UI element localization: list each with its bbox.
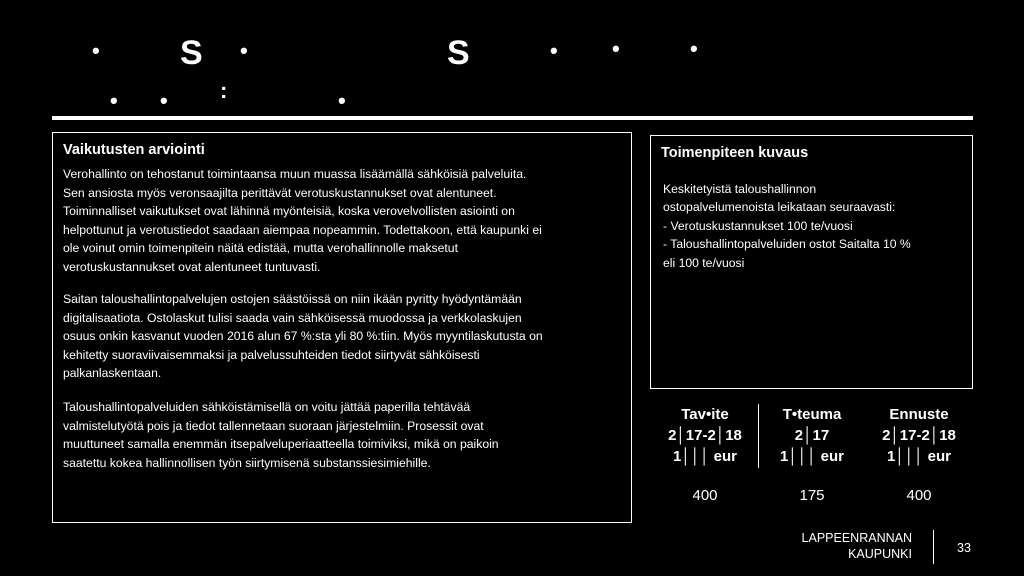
stat-header: T•teuma 2│17 1│││ eur	[780, 406, 844, 465]
stat-header: Ennuste 2│17-2│18 1│││ eur	[882, 406, 956, 465]
title-glyph-dot: :	[220, 78, 228, 103]
stats-panel	[650, 404, 973, 514]
impact-heading: Vaikutusten arviointi	[63, 142, 205, 158]
title-glyph-dot: •	[92, 38, 100, 63]
page-number: 33	[957, 541, 971, 555]
stat-value: 175	[799, 487, 825, 504]
title-glyph-dot: •	[240, 38, 248, 63]
title-glyph-dot: •	[550, 38, 558, 63]
impact-paragraph-2: Saitan taloushallintopalvelujen ostojen säästöissä on niin ikään pyritty hyödyntämään digitalisaatiota. Ostolaskut tulisi saada vain sähköisessä muodossa ja verkkolaskujen osuus onkin kasvanut vuoden 2016 alun 67 %:sta yli 80 %:tiin. Myös myyntilaskutusta on kehitetty suoraviivaisemmaksi ja palvelussuhteiden tiedot siirtyvät sähköisesti palkanlaskentaan.	[63, 292, 543, 381]
page-title	[88, 30, 988, 113]
title-glyph-dot: •	[690, 36, 698, 61]
stat-value: 400	[692, 487, 718, 504]
title-glyph-dot: •	[160, 88, 168, 113]
stat-target	[655, 404, 755, 504]
footer-city-name: LAPPEENRANNAN KAUPUNKI	[801, 531, 912, 561]
measure-box	[650, 135, 973, 389]
stat-divider	[758, 404, 759, 468]
title-glyph-dot: •	[612, 36, 620, 61]
impact-paragraph-1: Verohallinto on tehostanut toimintaansa muun muassa lisäämällä sähköisiä palveluita. Sen ansiosta myös veronsaajilta perittävät verotuskustannukset ovat alentuneet. Toiminnalliset vaikutukset ovat lähinnä myönteisiä, koska verovelvollisten asiointi on helpottunut ja verotustiedot saadaan aiempaa nopeammin. Todettakoon, että kaupunki ei ole voinut omin toimenpitein näitä edistää, mutta verohallinnolle maksetut verotuskustannukset ovat alentuneet tuntuvasti.	[63, 167, 542, 274]
title-glyph-dot: •	[338, 88, 346, 113]
measure-text: Keskitetyistä taloushallinnon ostopalvelumenoista leikataan seuraavasti: - Verotuskustannukset 100 te/vuosi - Taloushallintopalveluiden ostot Saitalta 10 % eli 100 te/vuosi	[663, 182, 911, 270]
title-glyph: S	[447, 34, 470, 72]
stat-value: 400	[906, 487, 932, 504]
title-glyph-dot: •	[110, 88, 118, 113]
stat-forecast	[869, 404, 969, 504]
measure-heading: Toimenpiteen kuvaus	[661, 145, 809, 161]
footer-divider	[933, 530, 934, 564]
title-divider	[52, 116, 973, 120]
impact-box	[52, 132, 632, 523]
stat-actual	[762, 404, 862, 504]
stat-header: Tav•ite 2│17-2│18 1│││ eur	[668, 406, 742, 465]
impact-paragraph-3: Taloushallintopalveluiden sähköistämisellä on voitu jättää paperilla tehtävää valmistelutyötä pois ja tiedot tallennetaan suoraan järjestelmiin. Prosessit ovat muuttuneet samalla enemmän itsepalveluperiaatteella toimiviksi, mikä on paikoin saatettu kokea hallinnollisen työn siirtymisenä substanssiesimiehille.	[63, 400, 499, 470]
title-glyph: S	[180, 34, 203, 72]
